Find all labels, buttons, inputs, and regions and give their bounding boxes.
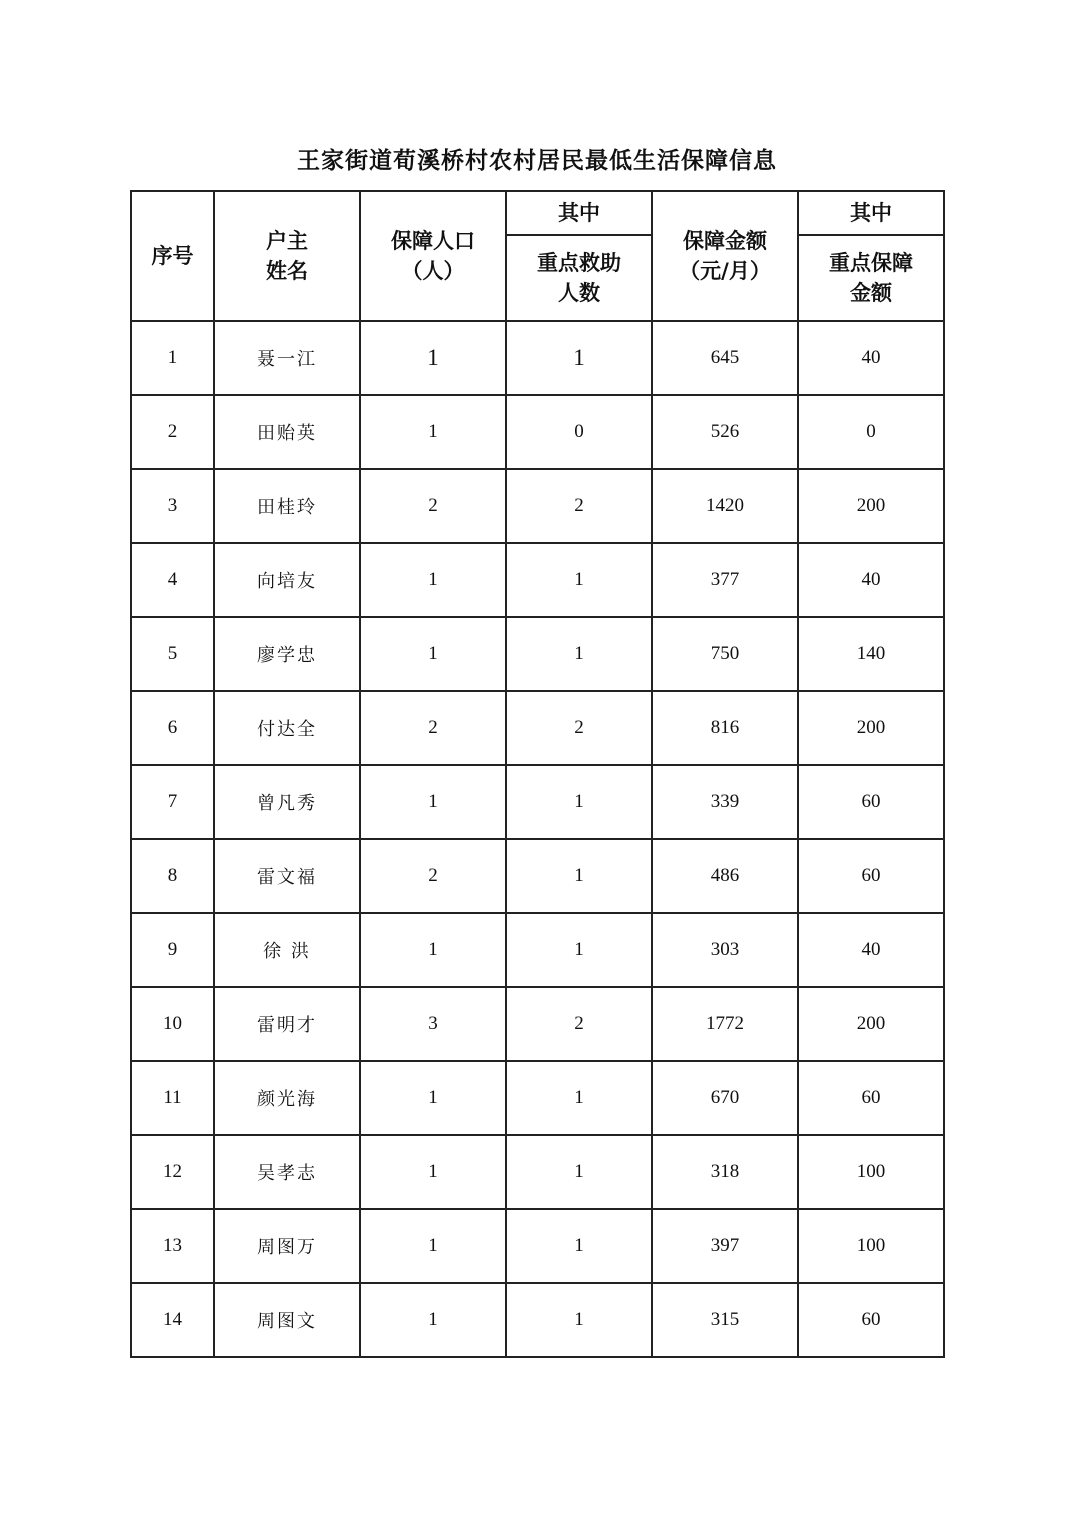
cell-population: 1 bbox=[360, 765, 506, 839]
cell-name: 周图文 bbox=[214, 1283, 360, 1357]
header-seq-label: 序号 bbox=[151, 244, 194, 268]
cell-name: 田贻英 bbox=[214, 395, 360, 469]
cell-key-amount: 60 bbox=[798, 765, 944, 839]
header-key-amount bbox=[798, 235, 944, 321]
cell-name: 吴孝志 bbox=[214, 1135, 360, 1209]
cell-key-rescue: 2 bbox=[506, 987, 652, 1061]
cell-key-rescue: 2 bbox=[506, 691, 652, 765]
cell-key-rescue: 2 bbox=[506, 469, 652, 543]
cell-key-amount: 60 bbox=[798, 839, 944, 913]
table-body bbox=[131, 321, 944, 1357]
cell-seq: 12 bbox=[131, 1135, 214, 1209]
cell-seq: 11 bbox=[131, 1061, 214, 1135]
cell-seq: 3 bbox=[131, 469, 214, 543]
cell-key-amount: 0 bbox=[798, 395, 944, 469]
table-row bbox=[131, 913, 944, 987]
cell-key-rescue: 0 bbox=[506, 395, 652, 469]
cell-amount: 526 bbox=[652, 395, 798, 469]
cell-name: 聂一江 bbox=[214, 321, 360, 395]
table-row bbox=[131, 469, 944, 543]
table-row bbox=[131, 1135, 944, 1209]
table-row bbox=[131, 617, 944, 691]
cell-population: 2 bbox=[360, 839, 506, 913]
cell-key-rescue: 1 bbox=[506, 1209, 652, 1283]
cell-seq: 5 bbox=[131, 617, 214, 691]
cell-name: 雷文福 bbox=[214, 839, 360, 913]
cell-population: 1 bbox=[360, 913, 506, 987]
cell-amount: 397 bbox=[652, 1209, 798, 1283]
cell-population: 1 bbox=[360, 1061, 506, 1135]
cell-key-amount: 100 bbox=[798, 1135, 944, 1209]
table-row bbox=[131, 395, 944, 469]
cell-population: 1 bbox=[360, 321, 506, 395]
cell-key-amount: 140 bbox=[798, 617, 944, 691]
cell-population: 1 bbox=[360, 395, 506, 469]
table-row bbox=[131, 1283, 944, 1357]
cell-key-rescue: 1 bbox=[506, 543, 652, 617]
cell-population: 2 bbox=[360, 691, 506, 765]
cell-seq: 9 bbox=[131, 913, 214, 987]
header-key-rescue bbox=[506, 235, 652, 321]
cell-amount: 303 bbox=[652, 913, 798, 987]
header-group2 bbox=[798, 191, 944, 235]
subsidy-table bbox=[130, 190, 945, 1358]
cell-amount: 1420 bbox=[652, 469, 798, 543]
cell-key-amount: 60 bbox=[798, 1283, 944, 1357]
cell-amount: 816 bbox=[652, 691, 798, 765]
header-seq bbox=[131, 191, 214, 321]
table-row bbox=[131, 987, 944, 1061]
table-header bbox=[131, 191, 944, 321]
table-row bbox=[131, 543, 944, 617]
cell-population: 1 bbox=[360, 1209, 506, 1283]
cell-population: 1 bbox=[360, 1283, 506, 1357]
cell-seq: 4 bbox=[131, 543, 214, 617]
cell-key-amount: 40 bbox=[798, 913, 944, 987]
cell-seq: 14 bbox=[131, 1283, 214, 1357]
cell-population: 3 bbox=[360, 987, 506, 1061]
cell-seq: 10 bbox=[131, 987, 214, 1061]
cell-key-amount: 200 bbox=[798, 987, 944, 1061]
cell-name: 曾凡秀 bbox=[214, 765, 360, 839]
cell-key-rescue: 1 bbox=[506, 839, 652, 913]
header-key-amount-line2: 金额 bbox=[850, 281, 892, 305]
cell-key-rescue: 1 bbox=[506, 913, 652, 987]
header-amount-line2: （元/月） bbox=[679, 259, 771, 283]
table-row bbox=[131, 1209, 944, 1283]
cell-key-rescue: 1 bbox=[506, 321, 652, 395]
cell-amount: 670 bbox=[652, 1061, 798, 1135]
header-population-line2: （人） bbox=[401, 259, 465, 283]
cell-amount: 645 bbox=[652, 321, 798, 395]
cell-amount: 339 bbox=[652, 765, 798, 839]
page-title: 王家街道荀溪桥村农村居民最低生活保障信息 bbox=[297, 148, 777, 174]
cell-population: 1 bbox=[360, 617, 506, 691]
header-key-rescue-line2: 人数 bbox=[558, 281, 600, 305]
header-population bbox=[360, 191, 506, 321]
cell-key-amount: 60 bbox=[798, 1061, 944, 1135]
cell-amount: 486 bbox=[652, 839, 798, 913]
table-row bbox=[131, 839, 944, 913]
header-amount bbox=[652, 191, 798, 321]
cell-name: 雷明才 bbox=[214, 987, 360, 1061]
header-key-rescue-line1: 重点救助 bbox=[537, 251, 621, 275]
header-group1-label: 其中 bbox=[558, 201, 600, 225]
cell-key-amount: 40 bbox=[798, 321, 944, 395]
cell-seq: 6 bbox=[131, 691, 214, 765]
cell-key-amount: 100 bbox=[798, 1209, 944, 1283]
header-group1 bbox=[506, 191, 652, 235]
cell-seq: 13 bbox=[131, 1209, 214, 1283]
cell-seq: 2 bbox=[131, 395, 214, 469]
cell-name: 颜光海 bbox=[214, 1061, 360, 1135]
header-name-line1: 户主 bbox=[266, 229, 308, 253]
cell-seq: 1 bbox=[131, 321, 214, 395]
table-row bbox=[131, 1061, 944, 1135]
cell-name: 向培友 bbox=[214, 543, 360, 617]
cell-name: 廖学忠 bbox=[214, 617, 360, 691]
cell-key-rescue: 1 bbox=[506, 1061, 652, 1135]
header-key-amount-line1: 重点保障 bbox=[829, 251, 913, 275]
header-name-line2: 姓名 bbox=[266, 259, 308, 283]
cell-amount: 318 bbox=[652, 1135, 798, 1209]
header-population-line1: 保障人口 bbox=[391, 229, 475, 253]
cell-name: 徐 洪 bbox=[214, 913, 360, 987]
cell-key-rescue: 1 bbox=[506, 617, 652, 691]
header-group2-label: 其中 bbox=[850, 201, 892, 225]
cell-key-rescue: 1 bbox=[506, 1283, 652, 1357]
header-name bbox=[214, 191, 360, 321]
cell-amount: 377 bbox=[652, 543, 798, 617]
cell-population: 1 bbox=[360, 1135, 506, 1209]
cell-key-amount: 200 bbox=[798, 691, 944, 765]
table-row bbox=[131, 321, 944, 395]
cell-population: 2 bbox=[360, 469, 506, 543]
cell-seq: 8 bbox=[131, 839, 214, 913]
cell-amount: 750 bbox=[652, 617, 798, 691]
cell-population: 1 bbox=[360, 543, 506, 617]
cell-name: 田桂玲 bbox=[214, 469, 360, 543]
table-row bbox=[131, 691, 944, 765]
header-amount-line1: 保障金额 bbox=[683, 229, 767, 253]
cell-key-amount: 40 bbox=[798, 543, 944, 617]
cell-key-rescue: 1 bbox=[506, 765, 652, 839]
table-row bbox=[131, 765, 944, 839]
cell-name: 周图万 bbox=[214, 1209, 360, 1283]
cell-amount: 1772 bbox=[652, 987, 798, 1061]
cell-key-rescue: 1 bbox=[506, 1135, 652, 1209]
cell-name: 付达全 bbox=[214, 691, 360, 765]
cell-key-amount: 200 bbox=[798, 469, 944, 543]
cell-seq: 7 bbox=[131, 765, 214, 839]
cell-amount: 315 bbox=[652, 1283, 798, 1357]
